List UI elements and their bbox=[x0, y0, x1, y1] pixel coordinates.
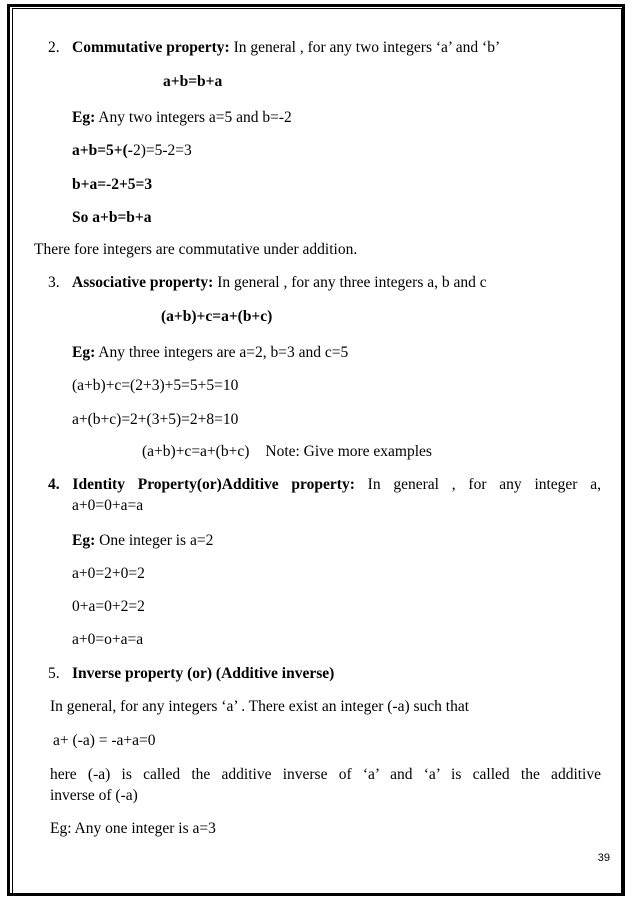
section-4-line-3: a+0=o+a=a bbox=[72, 631, 144, 648]
section-3-number: 3. bbox=[48, 274, 60, 291]
section-2-intro: In general , for any two integers ‘a’ and ‘b’ bbox=[229, 39, 501, 56]
section-4-formula: a+0=0+a=a bbox=[72, 497, 144, 514]
section-4-line-2: 0+a=0+2=2 bbox=[72, 598, 145, 615]
section-4-heading-row bbox=[48, 475, 601, 495]
section-2-formula: a+b=b+a bbox=[163, 73, 223, 90]
section-2-conclusion: There fore integers are commutative under addition. bbox=[34, 241, 358, 258]
section-3-eg-text: Any three integers are a=2, b=3 and c=5 bbox=[95, 344, 349, 361]
section-2-line-1 bbox=[72, 141, 192, 161]
section-4-intro: In general , for any integer a, bbox=[367, 476, 602, 493]
section-5-title: Inverse property (or) (Additive inverse) bbox=[72, 665, 335, 682]
section-4-eg-label: Eg: bbox=[72, 532, 96, 549]
section-3-line-3 bbox=[142, 442, 432, 462]
section-2-line-3: So a+b=b+a bbox=[72, 209, 152, 226]
section-2-heading bbox=[48, 38, 500, 58]
section-3-example bbox=[72, 343, 348, 363]
section-3-formula: (a+b)+c=a+(b+c) bbox=[161, 308, 273, 325]
section-2-example bbox=[72, 108, 292, 128]
section-4-title: Identity Property(or)Additive property: bbox=[72, 476, 355, 493]
section-4-example bbox=[72, 531, 213, 551]
section-2-number: 2. bbox=[48, 39, 60, 56]
section-5-here bbox=[50, 765, 601, 785]
section-3-line-3-formula: (a+b)+c=a+(b+c) bbox=[142, 443, 250, 460]
section-4-heading bbox=[48, 475, 601, 495]
section-2-eg-text: Any two integers a=5 and b=-2 bbox=[95, 109, 292, 126]
section-3-note: Note: Give more examples bbox=[265, 443, 432, 460]
section-3-title: Associative property: bbox=[72, 274, 214, 291]
section-5-heading bbox=[48, 664, 334, 684]
section-2-line-1-rest: 2)=5-2=3 bbox=[132, 142, 192, 159]
section-3-line-1: (a+b)+c=(2+3)+5=5+5=10 bbox=[72, 377, 239, 394]
section-5-formula: a+ (-a) = -a+a=0 bbox=[53, 732, 156, 749]
section-2-title: Commutative property: bbox=[72, 39, 230, 56]
section-4-eg-text: One integer is a=2 bbox=[95, 532, 214, 549]
section-2-eg-label: Eg: bbox=[72, 109, 96, 126]
section-4-line-1: a+0=2+0=2 bbox=[72, 565, 145, 582]
section-4-number: 4. bbox=[48, 476, 60, 493]
section-5-here-line-1: here (-a) is called the additive inverse of ‘a’ and ‘a’ is called the additive bbox=[50, 766, 601, 783]
section-5-example: Eg: Any one integer is a=3 bbox=[50, 820, 216, 837]
section-3-intro: In general , for any three integers a, b and c bbox=[213, 274, 487, 291]
section-5-intro: In general, for any integers ‘a’ . There exist an integer (-a) such that bbox=[50, 698, 470, 715]
section-5-number: 5. bbox=[48, 665, 60, 682]
section-3-line-2: a+(b+c)=2+(3+5)=2+8=10 bbox=[72, 411, 239, 428]
section-5-here-line-2: inverse of (-a) bbox=[50, 787, 138, 804]
section-3-heading bbox=[48, 273, 487, 293]
section-3-eg-label: Eg: bbox=[72, 344, 96, 361]
section-2-line-1-bold: a+b=5+(- bbox=[72, 142, 133, 159]
page-number: 39 bbox=[597, 852, 610, 864]
section-2-line-2: b+a=-2+5=3 bbox=[72, 176, 153, 193]
